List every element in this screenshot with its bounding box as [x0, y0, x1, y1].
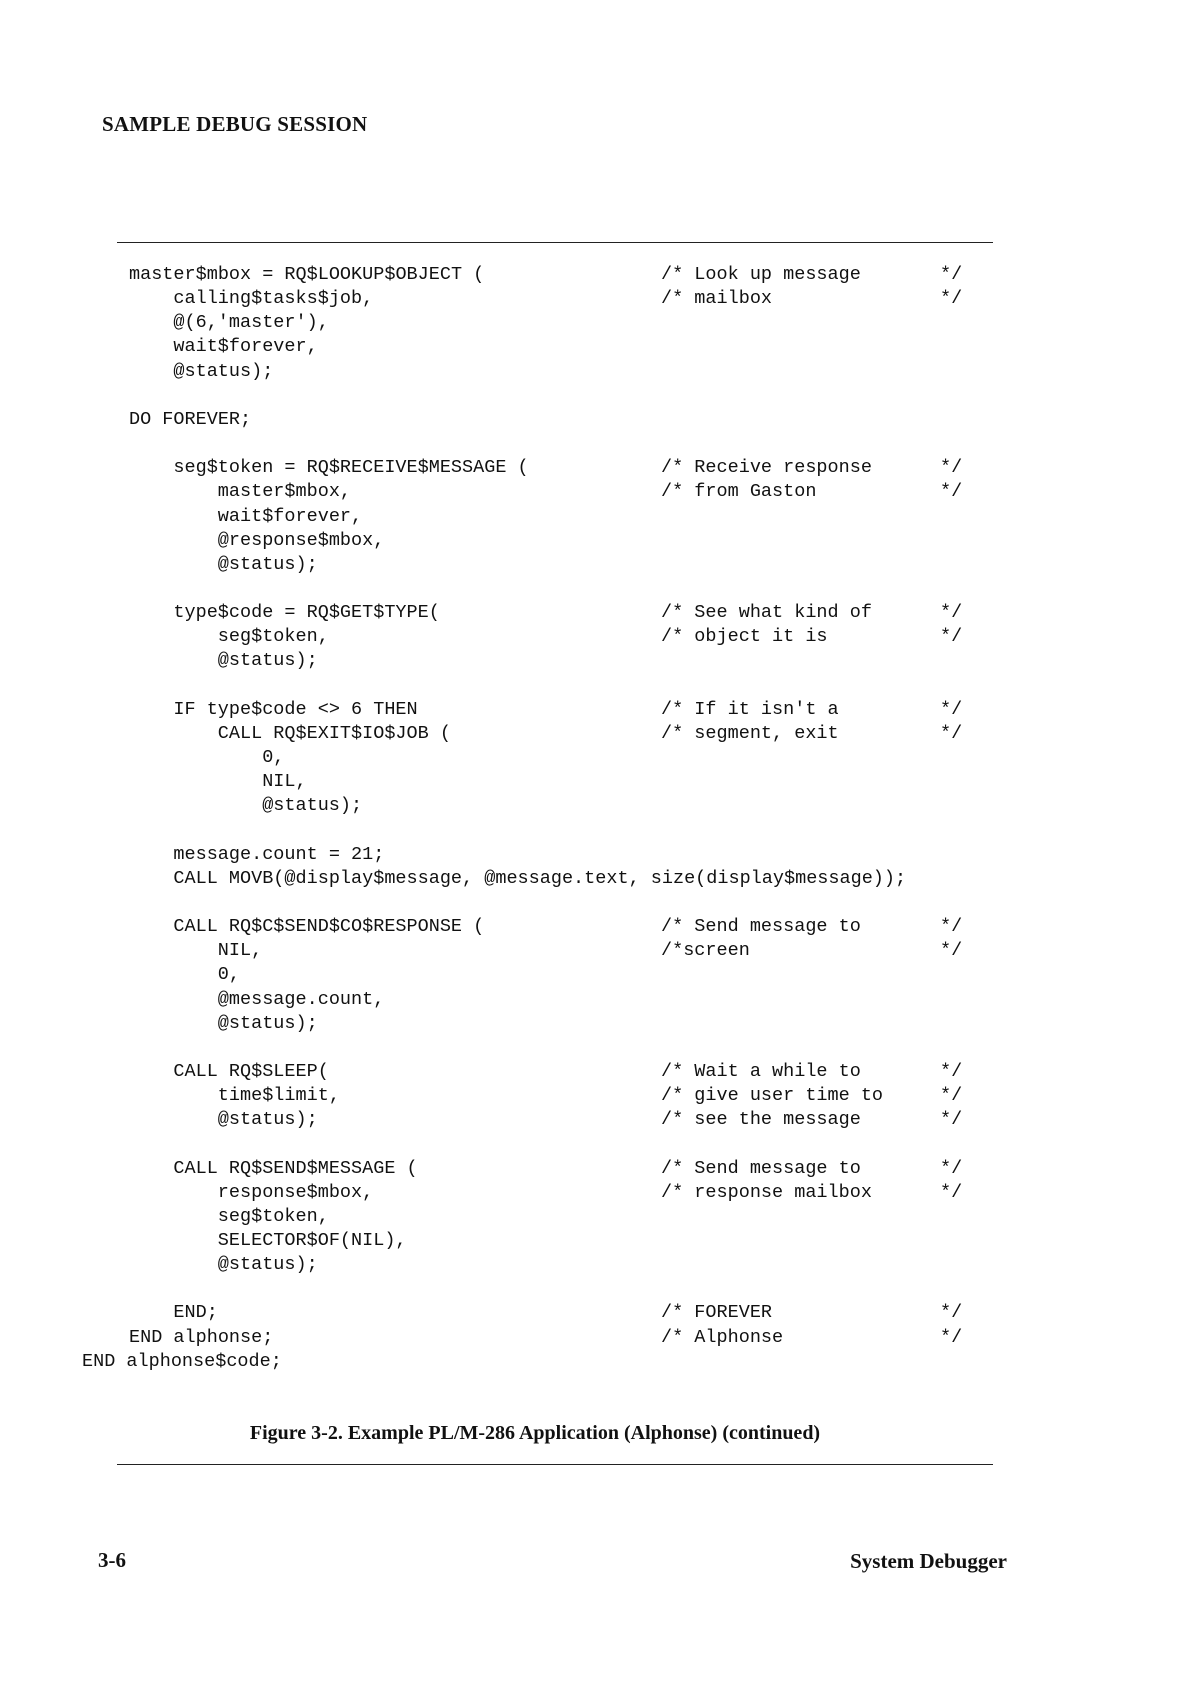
code-line: [0, 408, 1190, 432]
comment-close: */: [940, 916, 963, 938]
figure-caption: Figure 3-2. Example PL/M-286 Application (Alphonse) (continued): [249, 1422, 821, 1444]
code-text: wait$forever,: [173, 336, 318, 358]
code-comment: /* segment, exit: [661, 722, 839, 744]
code-text: 0,: [262, 747, 285, 768]
code-line: [0, 1277, 1190, 1301]
code-text: SELECTOR$OF(NIL),: [217, 1230, 407, 1251]
code-text: @response$mbox,: [217, 529, 385, 551]
comment-close: */: [940, 1157, 963, 1179]
code-comment: /* response mailbox: [661, 1181, 872, 1203]
page-number: 3-6: [98, 1548, 126, 1572]
code-text: NIL,: [262, 771, 307, 793]
code-line: [0, 1036, 1190, 1060]
top-rule: [117, 242, 993, 243]
code-line: [0, 1181, 1190, 1205]
code-line: [0, 770, 1190, 794]
code-text: CALL MOVB(@display$message, @message.text, size(display$message));: [173, 867, 907, 889]
comment-close: */: [940, 288, 963, 310]
code-text: @(6,'master'),: [173, 312, 329, 334]
code-text: 0,: [217, 964, 241, 986]
code-text: @status);: [217, 553, 318, 575]
code-text: wait$forever,: [217, 505, 363, 527]
code-line: [0, 529, 1190, 553]
code-text: END alphonse$code;: [82, 1350, 282, 1372]
code-line: [0, 939, 1190, 963]
code-comment: /* Look up message: [661, 264, 861, 285]
code-comment: /* Send message to: [661, 916, 861, 938]
code-line: [0, 384, 1190, 408]
code-line: [0, 891, 1190, 915]
code-line: [0, 963, 1190, 987]
comment-close: */: [940, 1181, 963, 1203]
code-comment: /* from Gaston: [661, 481, 817, 503]
code-line: [0, 1229, 1190, 1253]
code-text: type$code = RQ$GET$TYPE(: [173, 602, 440, 624]
code-text: seg$token = RQ$RECEIVE$MESSAGE (: [173, 457, 529, 479]
code-text: NIL,: [217, 940, 263, 962]
code-text: master$mbox,: [217, 481, 352, 503]
comment-close: */: [940, 481, 963, 503]
code-line: [0, 505, 1190, 529]
code-comment: /* If it isn't a: [661, 698, 839, 720]
code-text: calling$tasks$job,: [173, 288, 374, 310]
running-header: SAMPLE DEBUG SESSION: [102, 112, 368, 136]
code-comment: /* mailbox: [661, 288, 773, 310]
code-text: message.count = 21;: [173, 843, 385, 865]
bottom-rule: [117, 1464, 993, 1465]
code-text: CALL RQ$EXIT$IO$JOB (: [217, 722, 451, 744]
comment-close: */: [940, 1109, 963, 1131]
code-line: [0, 843, 1190, 867]
code-comment: /* see the message: [661, 1109, 861, 1131]
code-text: END alphonse;: [129, 1326, 274, 1348]
code-text: CALL RQ$SEND$MESSAGE (: [173, 1157, 418, 1179]
code-line: [0, 360, 1190, 384]
code-line: [0, 818, 1190, 842]
code-line: [0, 698, 1190, 722]
code-text: @status);: [217, 1012, 318, 1034]
code-line: [0, 287, 1190, 311]
code-line: [0, 988, 1190, 1012]
code-comment: /* Receive response: [661, 457, 872, 479]
code-comment: /* FOREVER: [661, 1302, 773, 1324]
code-text: seg$token,: [217, 626, 329, 648]
code-text: @status);: [173, 360, 274, 382]
comment-close: */: [940, 698, 963, 720]
code-line: [0, 1012, 1190, 1036]
code-line: [0, 867, 1190, 891]
comment-close: */: [940, 1085, 963, 1107]
code-comment: /* Alphonse: [661, 1326, 784, 1348]
footer-section-title: System Debugger: [850, 1549, 1007, 1573]
code-text: END;: [173, 1302, 218, 1324]
code-text: @status);: [217, 1254, 318, 1276]
code-line: [0, 722, 1190, 746]
code-text: master$mbox = RQ$LOOKUP$OBJECT (: [129, 264, 485, 285]
code-line: [0, 1350, 1190, 1374]
code-text: CALL RQ$C$SEND$CO$RESPONSE (: [173, 916, 485, 938]
code-line: [0, 794, 1190, 818]
comment-close: */: [940, 940, 963, 962]
code-line: [0, 625, 1190, 649]
code-line: [0, 1253, 1190, 1277]
code-line: [0, 456, 1190, 480]
code-line: [0, 577, 1190, 601]
code-line: [0, 746, 1190, 770]
code-text: seg$token,: [217, 1205, 329, 1227]
comment-close: */: [940, 1326, 963, 1348]
code-line: [0, 1301, 1190, 1325]
code-comment: /*screen: [661, 940, 750, 962]
code-text: DO FOREVER;: [129, 408, 252, 430]
comment-close: */: [940, 602, 963, 624]
code-text: @status);: [217, 1109, 318, 1131]
code-text: response$mbox,: [217, 1181, 374, 1203]
code-line: [0, 263, 1190, 287]
code-text: @message.count,: [217, 988, 385, 1010]
comment-close: */: [940, 457, 963, 479]
code-line: [0, 1132, 1190, 1156]
comment-close: */: [940, 626, 963, 648]
code-line: [0, 480, 1190, 504]
code-text: CALL RQ$SLEEP(: [173, 1060, 329, 1082]
code-line: [0, 1084, 1190, 1108]
comment-close: */: [940, 722, 963, 744]
code-line: [0, 1157, 1190, 1181]
code-line: [0, 674, 1190, 698]
code-line: [0, 601, 1190, 625]
code-line: [0, 1108, 1190, 1132]
code-line: [0, 432, 1190, 456]
comment-close: */: [940, 1302, 963, 1324]
code-line: [0, 1205, 1190, 1229]
comment-close: */: [940, 1060, 963, 1082]
code-text: @status);: [262, 795, 363, 817]
code-comment: /* Wait a while to: [661, 1060, 861, 1082]
code-line: [0, 915, 1190, 939]
code-text: time$limit,: [217, 1085, 340, 1107]
code-line: [0, 311, 1190, 335]
code-line: [0, 553, 1190, 577]
code-comment: /* give user time to: [661, 1085, 884, 1107]
code-line: [0, 649, 1190, 673]
code-line: [0, 1060, 1190, 1084]
code-comment: /* Send message to: [661, 1157, 861, 1179]
code-line: [0, 1326, 1190, 1350]
code-comment: /* object it is: [661, 626, 828, 648]
code-comment: /* See what kind of: [661, 602, 872, 624]
code-text: IF type$code <> 6 THEN: [173, 698, 418, 720]
code-line: [0, 335, 1190, 359]
code-text: @status);: [217, 650, 318, 672]
comment-close: */: [940, 264, 963, 285]
